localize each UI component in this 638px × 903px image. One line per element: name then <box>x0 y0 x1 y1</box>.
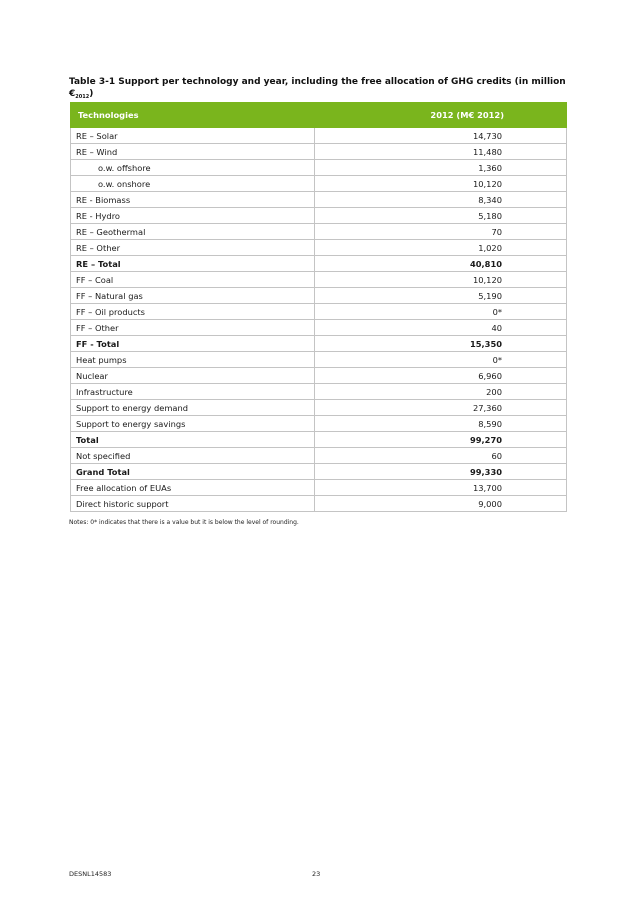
row-label: RE – Total <box>71 256 315 272</box>
table-row <box>71 448 567 464</box>
row-value: 8,340 <box>315 192 567 208</box>
table-row <box>71 304 567 320</box>
header-technologies: Technologies <box>71 103 315 128</box>
table-row <box>71 160 567 176</box>
row-value: 9,000 <box>315 496 567 512</box>
row-label: Support to energy demand <box>71 400 315 416</box>
row-label: Free allocation of EUAs <box>71 480 315 496</box>
row-value: 40,810 <box>315 256 567 272</box>
row-value: 40 <box>315 320 567 336</box>
row-label: FF – Natural gas <box>71 288 315 304</box>
caption-text: Table 3-1 Support per technology and year, including the free allocation of GHG credits (in million <box>69 77 566 87</box>
row-value: 8,590 <box>315 416 567 432</box>
caption-unit-symbol: € <box>69 89 76 99</box>
row-label: Nuclear <box>71 368 315 384</box>
row-label: Total <box>71 432 315 448</box>
row-label: RE – Other <box>71 240 315 256</box>
row-value: 13,700 <box>315 480 567 496</box>
table-row <box>71 288 567 304</box>
row-value: 27,360 <box>315 400 567 416</box>
row-label: Infrastructure <box>71 384 315 400</box>
table-row <box>71 272 567 288</box>
table-row <box>71 192 567 208</box>
row-label: o.w. onshore <box>71 176 315 192</box>
caption-unit-subscript: 2012 <box>75 94 90 100</box>
row-value: 200 <box>315 384 567 400</box>
row-value: 0* <box>315 304 567 320</box>
row-label: FF – Other <box>71 320 315 336</box>
row-value: 14,730 <box>315 128 567 144</box>
row-value: 6,960 <box>315 368 567 384</box>
row-value: 0* <box>315 352 567 368</box>
row-label: FF - Total <box>71 336 315 352</box>
table-row <box>71 176 567 192</box>
row-label: Heat pumps <box>71 352 315 368</box>
table-row <box>71 480 567 496</box>
row-value: 70 <box>315 224 567 240</box>
table-body <box>71 128 567 512</box>
footer-doc-id: DESNL14583 <box>69 870 112 878</box>
table-row <box>71 496 567 512</box>
row-value: 11,480 <box>315 144 567 160</box>
row-label: Not specified <box>71 448 315 464</box>
table-row <box>71 400 567 416</box>
row-label: Grand Total <box>71 464 315 480</box>
table-row <box>71 128 567 144</box>
table-row <box>71 384 567 400</box>
row-value: 15,350 <box>315 336 567 352</box>
row-label: RE - Hydro <box>71 208 315 224</box>
footer-page-number: 23 <box>312 870 321 878</box>
table-row <box>71 208 567 224</box>
row-value: 99,270 <box>315 432 567 448</box>
row-value: 1,020 <box>315 240 567 256</box>
table-row <box>71 224 567 240</box>
row-value: 10,120 <box>315 272 567 288</box>
row-value: 10,120 <box>315 176 567 192</box>
row-label: Support to energy savings <box>71 416 315 432</box>
row-label: o.w. offshore <box>71 160 315 176</box>
table-row <box>71 368 567 384</box>
row-label: Direct historic support <box>71 496 315 512</box>
row-label: RE - Biomass <box>71 192 315 208</box>
row-value: 99,330 <box>315 464 567 480</box>
row-label: FF – Coal <box>71 272 315 288</box>
row-value: 5,190 <box>315 288 567 304</box>
table-row <box>71 352 567 368</box>
support-table <box>70 102 567 512</box>
row-value: 5,180 <box>315 208 567 224</box>
row-label: RE – Solar <box>71 128 315 144</box>
row-value: 60 <box>315 448 567 464</box>
table-row <box>71 432 567 448</box>
table-header-row <box>71 103 567 128</box>
table-row <box>71 336 567 352</box>
caption-close-paren: ) <box>89 89 94 99</box>
table-row <box>71 464 567 480</box>
table-row <box>71 144 567 160</box>
row-label: RE – Geothermal <box>71 224 315 240</box>
table-row <box>71 416 567 432</box>
table-row <box>71 256 567 272</box>
table-row <box>71 320 567 336</box>
header-year: 2012 (M€ 2012) <box>315 103 567 128</box>
row-label: FF – Oil products <box>71 304 315 320</box>
table-row <box>71 240 567 256</box>
row-label: RE – Wind <box>71 144 315 160</box>
table-caption <box>69 76 569 103</box>
table-notes: Notes: 0* indicates that there is a value but it is below the level of rounding. <box>69 519 299 526</box>
row-value: 1,360 <box>315 160 567 176</box>
